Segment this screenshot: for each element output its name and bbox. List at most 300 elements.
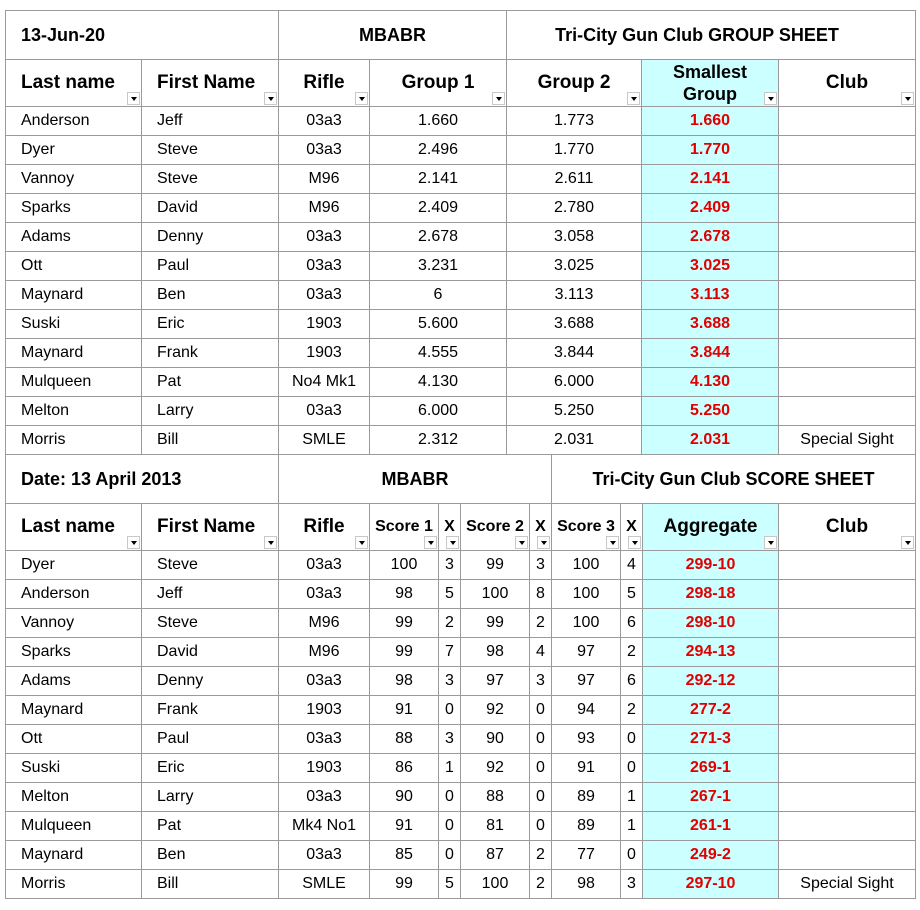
club-cell[interactable]: [779, 841, 916, 870]
score3-cell[interactable]: 98: [552, 870, 621, 899]
table-row: [6, 812, 916, 841]
club-cell[interactable]: [779, 252, 916, 281]
x2-cell[interactable]: 0: [530, 754, 552, 783]
club-cell[interactable]: [779, 754, 916, 783]
rifle-cell[interactable]: No4 Mk1: [279, 368, 370, 397]
x3-cell[interactable]: 3: [621, 870, 643, 899]
x2-cell[interactable]: 0: [530, 783, 552, 812]
x3-cell[interactable]: 4: [621, 551, 643, 580]
score1-cell[interactable]: 99: [370, 609, 439, 638]
filter-dropdown-icon[interactable]: [764, 92, 777, 105]
first-name-cell[interactable]: Frank: [142, 339, 279, 368]
score1-cell[interactable]: 98: [370, 667, 439, 696]
table-row: [6, 281, 916, 310]
first-name-cell[interactable]: Steve: [142, 165, 279, 194]
rifle-cell[interactable]: M96: [279, 638, 370, 667]
smallest-group-cell[interactable]: 3.688: [642, 310, 779, 339]
score1-cell[interactable]: 86: [370, 754, 439, 783]
first-name-cell[interactable]: Eric: [142, 754, 279, 783]
score2-cell[interactable]: 81: [461, 812, 530, 841]
header-label: X: [535, 518, 546, 535]
x3-cell[interactable]: 0: [621, 841, 643, 870]
group1-cell[interactable]: 5.600: [370, 310, 507, 339]
first-name-cell[interactable]: Steve: [142, 551, 279, 580]
score-sheet-title: Tri-City Gun Club SCORE SHEET: [552, 455, 916, 504]
last-name-cell[interactable]: Adams: [6, 223, 142, 252]
club-cell[interactable]: [779, 281, 916, 310]
filter-dropdown-icon[interactable]: [355, 92, 368, 105]
filter-dropdown-icon[interactable]: [515, 536, 528, 549]
club-cell[interactable]: [779, 580, 916, 609]
smallest-group-cell[interactable]: 3.844: [642, 339, 779, 368]
score2-cell[interactable]: 99: [461, 551, 530, 580]
rifle-cell[interactable]: 03a3: [279, 783, 370, 812]
first-name-cell[interactable]: Ben: [142, 281, 279, 310]
last-name-cell[interactable]: Morris: [6, 426, 142, 455]
aggregate-cell[interactable]: 277-2: [643, 696, 779, 725]
table-row: [6, 368, 916, 397]
header-label: Club: [825, 516, 869, 537]
header-label: Smallest Group: [672, 62, 748, 104]
x1-cell[interactable]: 5: [439, 870, 461, 899]
group-date: 13-Jun-20: [6, 11, 279, 60]
header-label: Club: [825, 72, 869, 93]
table-row: [6, 696, 916, 725]
aggregate-cell[interactable]: 292-12: [643, 667, 779, 696]
score-header-row: [6, 504, 916, 551]
club-cell[interactable]: [779, 696, 916, 725]
club-cell[interactable]: [779, 638, 916, 667]
last-name-cell[interactable]: Adams: [6, 667, 142, 696]
table-row: [6, 870, 916, 899]
first-name-cell[interactable]: Ben: [142, 841, 279, 870]
filter-dropdown-icon[interactable]: [606, 536, 619, 549]
aggregate-cell[interactable]: 271-3: [643, 725, 779, 754]
rifle-cell[interactable]: 03a3: [279, 223, 370, 252]
x3-cell[interactable]: 6: [621, 609, 643, 638]
score3-cell[interactable]: 93: [552, 725, 621, 754]
table-row: [6, 310, 916, 339]
score3-cell[interactable]: 97: [552, 638, 621, 667]
group1-cell[interactable]: 1.660: [370, 107, 507, 136]
x2-cell[interactable]: 0: [530, 812, 552, 841]
last-name-cell[interactable]: Maynard: [6, 281, 142, 310]
x3-cell[interactable]: 0: [621, 754, 643, 783]
group-header-group1[interactable]: [370, 60, 507, 107]
rifle-cell[interactable]: 1903: [279, 339, 370, 368]
score3-cell[interactable]: 77: [552, 841, 621, 870]
x3-cell[interactable]: 5: [621, 580, 643, 609]
rifle-cell[interactable]: 03a3: [279, 580, 370, 609]
aggregate-cell[interactable]: 249-2: [643, 841, 779, 870]
group-sheet-title: Tri-City Gun Club GROUP SHEET: [507, 11, 916, 60]
smallest-group-cell[interactable]: 2.141: [642, 165, 779, 194]
club-cell[interactable]: [779, 551, 916, 580]
last-name-cell[interactable]: Sparks: [6, 194, 142, 223]
smallest-group-cell[interactable]: 4.130: [642, 368, 779, 397]
filter-dropdown-icon[interactable]: [627, 92, 640, 105]
x3-cell[interactable]: 1: [621, 812, 643, 841]
filter-dropdown-icon[interactable]: [355, 536, 368, 549]
group2-cell[interactable]: 6.000: [507, 368, 642, 397]
club-cell[interactable]: [779, 310, 916, 339]
rifle-cell[interactable]: SMLE: [279, 426, 370, 455]
last-name-cell[interactable]: Vannoy: [6, 609, 142, 638]
score-sheet-table: [5, 455, 916, 899]
table-row: [6, 165, 916, 194]
score2-cell[interactable]: 100: [461, 870, 530, 899]
club-cell[interactable]: Special Sight: [779, 426, 916, 455]
x2-cell[interactable]: 2: [530, 870, 552, 899]
group-header-rifle[interactable]: [279, 60, 370, 107]
aggregate-cell[interactable]: 299-10: [643, 551, 779, 580]
rifle-cell[interactable]: 1903: [279, 696, 370, 725]
club-cell[interactable]: [779, 667, 916, 696]
club-cell[interactable]: [779, 223, 916, 252]
smallest-group-cell[interactable]: 3.113: [642, 281, 779, 310]
score1-cell[interactable]: 91: [370, 812, 439, 841]
aggregate-cell[interactable]: 261-1: [643, 812, 779, 841]
score3-cell[interactable]: 94: [552, 696, 621, 725]
last-name-cell[interactable]: Melton: [6, 397, 142, 426]
score3-cell[interactable]: 100: [552, 609, 621, 638]
first-name-cell[interactable]: Denny: [142, 667, 279, 696]
filter-dropdown-icon[interactable]: [127, 536, 140, 549]
filter-dropdown-icon[interactable]: [492, 92, 505, 105]
first-name-cell[interactable]: Larry: [142, 397, 279, 426]
x3-cell[interactable]: 2: [621, 638, 643, 667]
table-row: [6, 551, 916, 580]
header-label: Last name: [21, 72, 115, 93]
rifle-cell[interactable]: 03a3: [279, 551, 370, 580]
score2-cell[interactable]: 90: [461, 725, 530, 754]
group1-cell[interactable]: 2.678: [370, 223, 507, 252]
score-table-body: [6, 551, 916, 899]
group-header-row: [6, 60, 916, 107]
score2-cell[interactable]: 92: [461, 754, 530, 783]
table-row: [6, 194, 916, 223]
header-label: First Name: [157, 516, 256, 537]
smallest-group-cell[interactable]: 2.678: [642, 223, 779, 252]
last-name-cell[interactable]: Anderson: [6, 107, 142, 136]
first-name-cell[interactable]: Bill: [142, 870, 279, 899]
aggregate-cell[interactable]: 269-1: [643, 754, 779, 783]
smallest-group-cell[interactable]: 1.660: [642, 107, 779, 136]
x3-cell[interactable]: 2: [621, 696, 643, 725]
x3-cell[interactable]: 0: [621, 725, 643, 754]
x1-cell[interactable]: 1: [439, 754, 461, 783]
last-name-cell[interactable]: Sparks: [6, 638, 142, 667]
first-name-cell[interactable]: Pat: [142, 368, 279, 397]
x1-cell[interactable]: 2: [439, 609, 461, 638]
x1-cell[interactable]: 3: [439, 725, 461, 754]
rifle-cell[interactable]: M96: [279, 609, 370, 638]
last-name-cell[interactable]: Anderson: [6, 580, 142, 609]
header-label: Aggregate: [663, 516, 758, 537]
x1-cell[interactable]: 3: [439, 667, 461, 696]
rifle-cell[interactable]: 03a3: [279, 252, 370, 281]
rifle-cell[interactable]: 03a3: [279, 397, 370, 426]
table-row: [6, 725, 916, 754]
smallest-group-cell[interactable]: 3.025: [642, 252, 779, 281]
score3-cell[interactable]: 100: [552, 551, 621, 580]
group-header-smallest[interactable]: [642, 60, 779, 107]
first-name-cell[interactable]: David: [142, 194, 279, 223]
score-header-rifle[interactable]: [279, 504, 370, 551]
last-name-cell[interactable]: Maynard: [6, 339, 142, 368]
group-table-body: [6, 107, 916, 455]
group-title-row: [6, 11, 916, 60]
table-row: [6, 426, 916, 455]
aggregate-cell[interactable]: 267-1: [643, 783, 779, 812]
x3-cell[interactable]: 1: [621, 783, 643, 812]
filter-dropdown-icon[interactable]: [901, 92, 914, 105]
group2-cell[interactable]: 1.770: [507, 136, 642, 165]
first-name-cell[interactable]: Jeff: [142, 580, 279, 609]
score2-cell[interactable]: 98: [461, 638, 530, 667]
last-name-cell[interactable]: Mulqueen: [6, 368, 142, 397]
club-cell[interactable]: [779, 609, 916, 638]
rifle-cell[interactable]: 1903: [279, 310, 370, 339]
score3-cell[interactable]: 89: [552, 783, 621, 812]
header-label: Last name: [21, 516, 115, 537]
club-cell[interactable]: [779, 368, 916, 397]
score3-cell[interactable]: 97: [552, 667, 621, 696]
filter-dropdown-icon[interactable]: [127, 92, 140, 105]
group1-cell[interactable]: 2.312: [370, 426, 507, 455]
filter-dropdown-icon[interactable]: [424, 536, 437, 549]
table-row: [6, 136, 916, 165]
last-name-cell[interactable]: Morris: [6, 870, 142, 899]
last-name-cell[interactable]: Maynard: [6, 696, 142, 725]
group-header-first-name[interactable]: [142, 60, 279, 107]
x2-cell[interactable]: 4: [530, 638, 552, 667]
first-name-cell[interactable]: Steve: [142, 609, 279, 638]
table-row: [6, 667, 916, 696]
spreadsheet: [5, 10, 916, 899]
score-header-aggregate[interactable]: [643, 504, 779, 551]
last-name-cell[interactable]: Suski: [6, 310, 142, 339]
header-label: Score 3: [557, 518, 615, 535]
group2-cell[interactable]: 3.113: [507, 281, 642, 310]
first-name-cell[interactable]: Eric: [142, 310, 279, 339]
score3-cell[interactable]: 89: [552, 812, 621, 841]
score-header-score2[interactable]: [461, 504, 530, 551]
first-name-cell[interactable]: David: [142, 638, 279, 667]
score-header-x3[interactable]: [621, 504, 643, 551]
club-cell[interactable]: [779, 812, 916, 841]
x1-cell[interactable]: 5: [439, 580, 461, 609]
club-cell[interactable]: [779, 194, 916, 223]
group-header-last-name[interactable]: [6, 60, 142, 107]
smallest-group-cell[interactable]: 2.409: [642, 194, 779, 223]
x2-cell[interactable]: 0: [530, 725, 552, 754]
rifle-cell[interactable]: SMLE: [279, 870, 370, 899]
filter-dropdown-icon[interactable]: [264, 92, 277, 105]
aggregate-cell[interactable]: 297-10: [643, 870, 779, 899]
score1-cell[interactable]: 99: [370, 638, 439, 667]
first-name-cell[interactable]: Denny: [142, 223, 279, 252]
x3-cell[interactable]: 6: [621, 667, 643, 696]
rifle-cell[interactable]: 03a3: [279, 136, 370, 165]
smallest-group-cell[interactable]: 1.770: [642, 136, 779, 165]
filter-dropdown-icon[interactable]: [764, 536, 777, 549]
group1-cell[interactable]: 4.130: [370, 368, 507, 397]
x1-cell[interactable]: 0: [439, 812, 461, 841]
group-header-group2[interactable]: [507, 60, 642, 107]
table-row: [6, 107, 916, 136]
score1-cell[interactable]: 91: [370, 696, 439, 725]
score-header-first-name[interactable]: [142, 504, 279, 551]
filter-dropdown-icon[interactable]: [446, 536, 459, 549]
header-label: X: [626, 518, 637, 535]
score-header-x1[interactable]: [439, 504, 461, 551]
aggregate-cell[interactable]: 294-13: [643, 638, 779, 667]
last-name-cell[interactable]: Ott: [6, 252, 142, 281]
rifle-cell[interactable]: M96: [279, 165, 370, 194]
group2-cell[interactable]: 2.780: [507, 194, 642, 223]
x1-cell[interactable]: 0: [439, 783, 461, 812]
group1-cell[interactable]: 4.555: [370, 339, 507, 368]
group1-cell[interactable]: 2.409: [370, 194, 507, 223]
score2-cell[interactable]: 100: [461, 580, 530, 609]
last-name-cell[interactable]: Ott: [6, 725, 142, 754]
rifle-cell[interactable]: 03a3: [279, 841, 370, 870]
x1-cell[interactable]: 0: [439, 696, 461, 725]
club-cell[interactable]: [779, 107, 916, 136]
score3-cell[interactable]: 91: [552, 754, 621, 783]
group2-cell[interactable]: 2.611: [507, 165, 642, 194]
club-cell[interactable]: [779, 397, 916, 426]
club-cell[interactable]: Special Sight: [779, 870, 916, 899]
filter-dropdown-icon[interactable]: [264, 536, 277, 549]
score2-cell[interactable]: 88: [461, 783, 530, 812]
rifle-cell[interactable]: M96: [279, 194, 370, 223]
group1-cell[interactable]: 6: [370, 281, 507, 310]
aggregate-cell[interactable]: 298-10: [643, 609, 779, 638]
group2-cell[interactable]: 1.773: [507, 107, 642, 136]
table-row: [6, 580, 916, 609]
rifle-cell[interactable]: 03a3: [279, 281, 370, 310]
filter-dropdown-icon[interactable]: [901, 536, 914, 549]
group1-cell[interactable]: 3.231: [370, 252, 507, 281]
score1-cell[interactable]: 88: [370, 725, 439, 754]
first-name-cell[interactable]: Larry: [142, 783, 279, 812]
score2-cell[interactable]: 99: [461, 609, 530, 638]
rifle-cell[interactable]: 1903: [279, 754, 370, 783]
table-row: [6, 339, 916, 368]
x1-cell[interactable]: 3: [439, 551, 461, 580]
score2-cell[interactable]: 87: [461, 841, 530, 870]
group-header-club[interactable]: [779, 60, 916, 107]
group2-cell[interactable]: 3.688: [507, 310, 642, 339]
table-row: [6, 638, 916, 667]
x1-cell[interactable]: 7: [439, 638, 461, 667]
last-name-cell[interactable]: Suski: [6, 754, 142, 783]
group2-cell[interactable]: 2.031: [507, 426, 642, 455]
score2-cell[interactable]: 97: [461, 667, 530, 696]
filter-dropdown-icon[interactable]: [537, 536, 550, 549]
club-cell[interactable]: [779, 339, 916, 368]
club-cell[interactable]: [779, 725, 916, 754]
x1-cell[interactable]: 0: [439, 841, 461, 870]
first-name-cell[interactable]: Paul: [142, 725, 279, 754]
x2-cell[interactable]: 3: [530, 551, 552, 580]
score-header-x2[interactable]: [530, 504, 552, 551]
score1-cell[interactable]: 100: [370, 551, 439, 580]
first-name-cell[interactable]: Steve: [142, 136, 279, 165]
last-name-cell[interactable]: Dyer: [6, 136, 142, 165]
score-title-row: [6, 455, 916, 504]
x2-cell[interactable]: 8: [530, 580, 552, 609]
first-name-cell[interactable]: Frank: [142, 696, 279, 725]
score1-cell[interactable]: 90: [370, 783, 439, 812]
table-row: [6, 609, 916, 638]
score-header-score3[interactable]: [552, 504, 621, 551]
group1-cell[interactable]: 2.496: [370, 136, 507, 165]
x2-cell[interactable]: 2: [530, 609, 552, 638]
first-name-cell[interactable]: Paul: [142, 252, 279, 281]
x2-cell[interactable]: 0: [530, 696, 552, 725]
last-name-cell[interactable]: Dyer: [6, 551, 142, 580]
header-label: Group 2: [537, 72, 611, 93]
group2-cell[interactable]: 3.844: [507, 339, 642, 368]
last-name-cell[interactable]: Vannoy: [6, 165, 142, 194]
rifle-cell[interactable]: 03a3: [279, 725, 370, 754]
header-label: X: [444, 518, 455, 535]
last-name-cell[interactable]: Melton: [6, 783, 142, 812]
smallest-group-cell[interactable]: 2.031: [642, 426, 779, 455]
table-row: [6, 754, 916, 783]
score-date: Date: 13 April 2013: [6, 455, 279, 504]
first-name-cell[interactable]: Jeff: [142, 107, 279, 136]
group2-cell[interactable]: 5.250: [507, 397, 642, 426]
table-row: [6, 223, 916, 252]
last-name-cell[interactable]: Mulqueen: [6, 812, 142, 841]
score2-cell[interactable]: 92: [461, 696, 530, 725]
group1-cell[interactable]: 2.141: [370, 165, 507, 194]
club-cell[interactable]: [779, 165, 916, 194]
group2-cell[interactable]: 3.025: [507, 252, 642, 281]
rifle-cell[interactable]: 03a3: [279, 667, 370, 696]
score3-cell[interactable]: 100: [552, 580, 621, 609]
group2-cell[interactable]: 3.058: [507, 223, 642, 252]
aggregate-cell[interactable]: 298-18: [643, 580, 779, 609]
header-label: Score 2: [466, 518, 524, 535]
smallest-group-cell[interactable]: 5.250: [642, 397, 779, 426]
first-name-cell[interactable]: Bill: [142, 426, 279, 455]
table-row: [6, 397, 916, 426]
rifle-cell[interactable]: Mk4 No1: [279, 812, 370, 841]
club-cell[interactable]: [779, 136, 916, 165]
x2-cell[interactable]: 3: [530, 667, 552, 696]
club-cell[interactable]: [779, 783, 916, 812]
score1-cell[interactable]: 85: [370, 841, 439, 870]
score-header-last-name[interactable]: [6, 504, 142, 551]
score1-cell[interactable]: 99: [370, 870, 439, 899]
score-header-club[interactable]: [779, 504, 916, 551]
x2-cell[interactable]: 2: [530, 841, 552, 870]
first-name-cell[interactable]: Pat: [142, 812, 279, 841]
rifle-cell[interactable]: 03a3: [279, 107, 370, 136]
filter-dropdown-icon[interactable]: [628, 536, 641, 549]
group-sheet-table: [5, 10, 916, 455]
last-name-cell[interactable]: Maynard: [6, 841, 142, 870]
score1-cell[interactable]: 98: [370, 580, 439, 609]
table-row: [6, 252, 916, 281]
score-header-score1[interactable]: [370, 504, 439, 551]
group1-cell[interactable]: 6.000: [370, 397, 507, 426]
